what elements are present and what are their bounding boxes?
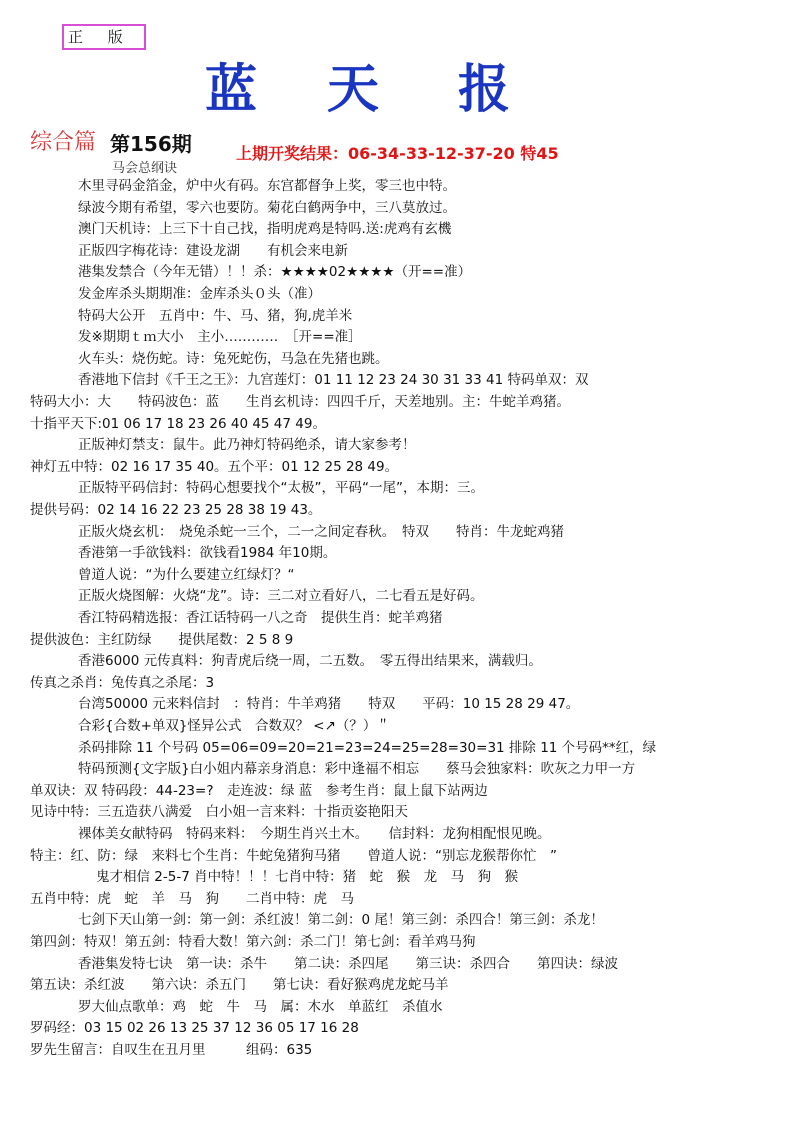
- text-line: 第四剑：特双！第五剑：特看大数！第六剑：杀二门！第七剑：看羊鸡马狗: [30, 934, 476, 950]
- text-line: 提供号码：02 14 16 22 23 25 28 38 19 43。: [30, 502, 322, 518]
- masthead: [0, 60, 793, 124]
- text-line: 正版四字梅花诗：建设龙湖 有机会来电新: [78, 242, 348, 259]
- text-line: 罗先生留言：自叹生在丑月里 组码：635: [30, 1042, 313, 1058]
- text-line: 裸体美女献特码 特码来料： 今期生肖兴土木。 信封料：龙狗相配恨见晚。: [78, 826, 551, 842]
- text-line: 罗大仙点歌单：鸡 蛇 牛 马 属：木水 单蓝红 杀值水: [78, 998, 443, 1015]
- masthead-char-3: 报: [458, 59, 511, 120]
- masthead-char-1: 蓝: [205, 59, 258, 120]
- text-line: 罗码经：03 15 02 26 13 25 37 12 36 05 17 16 28: [30, 1020, 359, 1037]
- text-line: 特主：红、防：绿 来料七个生肖：牛蛇兔猪狗马猪 曾道人说：“别忘龙猴帮你忙 ”: [30, 847, 557, 864]
- text-line: 澳门天机诗：上三下十自己找，指明虎鸡是特吗.送:虎鸡有玄機: [78, 221, 452, 238]
- text-line: 木里寻码金箔金，炉中火有码。东宫都督争上奖，零三也中特。: [78, 178, 456, 194]
- text-line: 发金库杀头期期准：金库杀头０头（准）: [78, 286, 321, 302]
- text-line: 绿波今期有希望，零六也要防。菊花白鹤两争中，三八莫放过。: [78, 199, 456, 216]
- text-line: 香港集发特七诀 第一诀：杀牛 第二诀：杀四尾 第三诀：杀四合 第四诀：绿波: [78, 955, 618, 972]
- text-line: 正版神灯禁支：鼠牛。此乃神灯特码绝杀，请大家参考！: [78, 437, 416, 454]
- text-line: 香江特码精选报：香江话特码一八之奇 提供生肖：蛇羊鸡猪: [78, 610, 443, 626]
- text-line: 香港地下信封《千王之王》：九宫莲灯：01 11 12 23 24 30 31 33 41 特码单双：双: [78, 372, 589, 389]
- text-line: 七剑下天山第一剑：第一剑：杀红波！第二剑：0 尾！第三剑：杀四合！第三剑：杀龙！: [78, 912, 604, 929]
- text-line: 香港6000 元传真料：狗青虎后绕一周，二五数。 零五得出结果来，满载归。: [78, 653, 542, 670]
- text-line: 十指平天下:01 06 17 18 23 26 40 45 47 49。: [30, 415, 326, 432]
- text-line: 第五诀：杀红波 第六诀：杀五门 第七诀：看好猴鸡虎龙蛇马羊: [30, 977, 449, 994]
- text-line: 提供波色：主红防绿 提供尾数：2 5 8 9: [30, 631, 294, 648]
- last-draw-result: 上期开奖结果：06-34-33-12-37-20 特45: [236, 144, 559, 163]
- text-line: 合彩{合数+单双}怪异公式 合数双？ <↗（？）＂: [78, 718, 390, 734]
- text-line: 五肖中特：虎 蛇 羊 马 狗 二肖中特：虎 马: [30, 890, 354, 907]
- text-line: 杀码排除 11 个号码 05=06=09=20=21=23=24=25=28=30=31 排除 11 个号码**红，绿: [78, 739, 657, 756]
- text-line: 香港第一手欲钱料：欲钱看1984 年10期。: [78, 545, 337, 562]
- edition-stamp: 正 版: [62, 24, 146, 50]
- text-line: 单双诀：双 特码段：44-23=? 走连波：绿 蓝 参考生肖：鼠上鼠下站两边: [30, 782, 488, 799]
- text-line: 正版火烧玄机： 烧兔杀蛇一三个，二一之间定春秋。 特双 特肖：牛龙蛇鸡猪: [78, 523, 564, 540]
- text-line: 曾道人说：“为什么要建立红绿灯？“: [78, 566, 295, 583]
- subtitle: 马会总纲诀: [112, 161, 178, 176]
- text-line: 正版火烧图解：火烧“龙”。诗：三二对立看好八，二七看五是好码。: [78, 588, 484, 605]
- text-line: 特码大小：大 特码波色：蓝 生肖玄机诗：四四千斤，天差地别。主：牛蛇羊鸡猪。: [30, 394, 570, 410]
- text-line: 见诗中特：三五造获八满爱 白小姐一言来料：十指贡姿艳阳天: [30, 804, 408, 821]
- text-line: 火车头：烧伤蛇。诗：兔死蛇伤，马急在先猪也跳。: [78, 350, 389, 367]
- section-label: 综合篇: [30, 130, 97, 155]
- text-line: 神灯五中特：02 16 17 35 40。五个平：01 12 25 28 49。: [30, 458, 399, 475]
- text-line: 台湾50000 元来料信封 ：特肖：牛羊鸡猪 特双 平码：10 15 28 29 47。: [78, 696, 580, 713]
- text-line: 传真之杀肖：兔传真之杀尾：3: [30, 674, 215, 691]
- text-line: 鬼才相信 2-5-7 肖中特！！！七肖中特：猪 蛇 猴 龙 马 狗 猴: [96, 869, 519, 886]
- issue-number: 第156期: [110, 132, 192, 156]
- text-line: 正版特平码信封：特码心想要找个“太极”，平码“一尾”，本期：三。: [78, 480, 484, 497]
- text-line: 港集发禁合（今年无错）！！杀：★★★★02★★★★（开==准）: [78, 264, 472, 281]
- text-line: 发※期期ｔｍ大小 主小………… ［开==准］: [78, 329, 362, 346]
- text-line: 特码大公开 五肖中：牛、马、猪，狗,虎羊米: [78, 307, 353, 324]
- text-line: 特码预测{文字版}白小姐内幕亲身消息：彩中逢福不相忘 蔡马会独家料：吹灰之力甲一方: [78, 761, 636, 778]
- masthead-char-2: 天: [327, 59, 380, 120]
